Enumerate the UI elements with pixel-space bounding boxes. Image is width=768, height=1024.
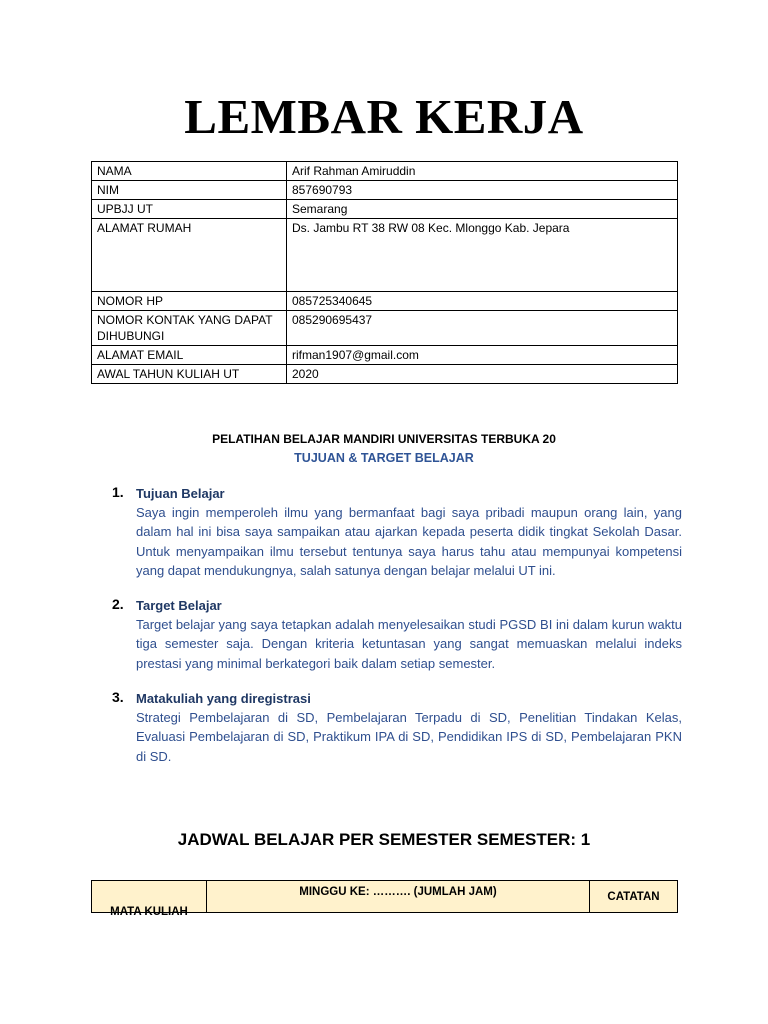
section-number: 2. (112, 596, 124, 612)
schedule-header-notes: CATATAN (590, 881, 678, 913)
section-learning-goal (112, 484, 682, 580)
identity-label: NIM (92, 181, 287, 200)
identity-row-nim (92, 181, 678, 200)
identity-value: Semarang (287, 200, 678, 219)
section-registered-courses (112, 689, 682, 766)
identity-value: Ds. Jambu RT 38 RW 08 Kec. Mlonggo Kab. Jepara (287, 219, 678, 292)
identity-row-upbjj (92, 200, 678, 219)
identity-value: rifman1907@gmail.com (287, 346, 678, 365)
schedule-table (91, 880, 678, 918)
identity-table (91, 161, 678, 384)
section-title: Matakuliah yang diregistrasi (136, 691, 311, 706)
program-subheading: TUJUAN & TARGET BELAJAR (294, 451, 474, 465)
identity-row-email (92, 346, 678, 365)
identity-row-contact (92, 311, 678, 346)
schedule-header-row (92, 881, 678, 913)
schedule-header-week: MINGGU KE: ………. (JUMLAH JAM) (207, 881, 590, 913)
identity-row-start-year (92, 365, 678, 384)
identity-label: NOMOR HP (92, 292, 287, 311)
identity-value: 857690793 (287, 181, 678, 200)
section-title: Target Belajar (136, 598, 222, 613)
section-text: Saya ingin memperoleh ilmu yang bermanfaat bagi saya pribadi maupun orang lain, yang dalam hal ini bisa saya sampaikan atau ajarkan kepada peserta didik tingkat Sekolah Dasar. Untuk menyampaikan ilmu tersebut tentunya saya harus tahu atau mempunyai kompetensi yang dapat mendukungnya, salah satunya dengan belajar melalui UT ini. (136, 505, 682, 578)
identity-value: Arif Rahman Amiruddin (287, 162, 678, 181)
program-heading: PELATIHAN BELAJAR MANDIRI UNIVERSITAS TERBUKA 20 (212, 432, 556, 446)
document-title: LEMBAR KERJA (184, 89, 584, 144)
identity-row-name (92, 162, 678, 181)
section-number: 1. (112, 484, 124, 500)
identity-label: UPBJJ UT (92, 200, 287, 219)
schedule-header-course (92, 881, 207, 918)
schedule-header-course-label: MATA KULIAH (110, 906, 188, 918)
section-number: 3. (112, 689, 124, 705)
identity-label: ALAMAT RUMAH (92, 219, 287, 292)
identity-value: 2020 (287, 365, 678, 384)
identity-label: ALAMAT EMAIL (92, 346, 287, 365)
identity-row-phone (92, 292, 678, 311)
section-text: Strategi Pembelajaran di SD, Pembelajaran Terpadu di SD, Penelitian Tindakan Kelas, Evaluasi Pembelajaran di SD, Praktikum IPA di SD, Pendidikan IPS di SD, Pembelajaran PKN di SD. (136, 710, 682, 764)
identity-label: AWAL TAHUN KULIAH UT (92, 365, 287, 384)
identity-row-address (92, 219, 678, 292)
schedule-title: JADWAL BELAJAR PER SEMESTER SEMESTER: 1 (177, 830, 591, 849)
identity-value: 085290695437 (287, 311, 678, 346)
identity-label: NAMA (92, 162, 287, 181)
section-title: Tujuan Belajar (136, 486, 225, 501)
identity-value: 085725340645 (287, 292, 678, 311)
section-text: Target belajar yang saya tetapkan adalah menyelesaikan studi PGSD BI ini dalam kurun waktu tiga semester saja. Dengan kriteria ketuntasan yang sangat memuaskan melalui indeks prestasi yang minimal berkategori baik dalam setiap semester. (136, 617, 682, 671)
section-learning-target (112, 596, 682, 673)
identity-label: NOMOR KONTAK YANG DAPAT DIHUBUNGI (92, 311, 287, 346)
